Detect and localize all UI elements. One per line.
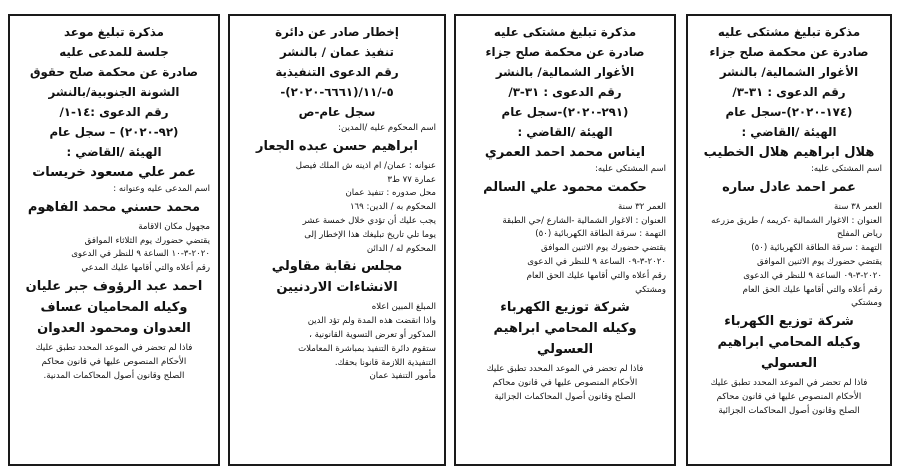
detail-line: المحكوم له / الدائن xyxy=(366,243,436,254)
plaintiff-line: العدوان ومحمود العدوان xyxy=(37,320,191,336)
notice-defendant-hearing xyxy=(8,14,220,466)
notice-footer xyxy=(18,342,210,383)
detail-line: يقتضي حضورك يوم الاثنين الموافق xyxy=(757,256,882,267)
detail-line: محل صدوره : تنفيذ عمان xyxy=(345,188,436,199)
judge-label: الهيئة /القاضي : xyxy=(741,125,837,139)
party-name: عمر احمد عادل ساره xyxy=(722,179,856,195)
notice-execution xyxy=(228,14,446,466)
detail-line: يجب عليك أن تؤدي خلال خمسة عشر xyxy=(302,215,436,226)
party-label: اسم المدعى عليه وعنوانه : xyxy=(113,184,210,194)
case-register: (١٧٤-٢٠٢٠)-سجل عام xyxy=(725,105,853,119)
detail-line: ٢٠٢٠-٣-٠٩ الساعة ٩ للنظر في الدعوى xyxy=(527,256,666,267)
notice-header-line: الأغوار الشمالية/ بالنشر xyxy=(495,65,635,79)
case-register: (٢٩١-٢٠٢٠)-سجل عام xyxy=(501,105,629,119)
plaintiff-line: احمد عبد الرؤوف جبر عليان xyxy=(25,278,203,294)
detail-line: العمر ٣٨ سنة xyxy=(834,201,882,212)
detail-line: ومشتكي xyxy=(851,298,882,309)
detail-line: يوما تلي تاريخ تبليغك هذا الإخطار إلى xyxy=(304,229,436,240)
notice-header-line: رقم الدعوى التنفيذية xyxy=(275,65,399,79)
detail-line: يقتضي حضورك يوم الاثنين الموافق xyxy=(541,243,666,254)
judge-label: الهيئة /القاضي : xyxy=(66,145,162,159)
notice-header-line: مذكرة تبليغ موعد xyxy=(63,25,164,39)
notice-footer xyxy=(696,377,882,418)
case-register: (٩٢-٢٠٢٠) – سجل عام xyxy=(49,125,179,139)
footer-line: الأحكام المنصوص عليها في قانون محاكم xyxy=(716,391,862,402)
case-number: رقم الدعوى :١٤-١/ xyxy=(59,105,169,119)
detail-line: العمر ٣٢ سنة xyxy=(618,201,666,212)
party-name: ابراهيم حسن عبده الجعار xyxy=(255,138,419,154)
detail-line: رقم أعلاه والتي أقامها عليك المدعي xyxy=(81,263,210,274)
notice-header-line: صادرة عن محكمة صلح جزاء xyxy=(485,45,645,59)
notice-body xyxy=(238,301,436,384)
notice-footer xyxy=(464,363,666,404)
notice-header-line: إخطار صادر عن دائرة xyxy=(275,25,399,39)
notice-complainee-summons-2 xyxy=(454,14,676,466)
judge-name: ايناس محمد احمد العمري xyxy=(484,145,646,160)
signature: مأمور التنفيذ عمان xyxy=(369,371,436,382)
detail-line: العنوان : الاغوار الشمالية -كريمه / طريق مزرعه رياض المفلح xyxy=(711,215,882,240)
complainant-line: شركة توزيع الكهرباء xyxy=(500,300,630,316)
case-number: رقم الدعوى : ٣١-٣/ xyxy=(732,85,846,99)
body-line: التنفيذية اللازمة قانونا بحقك. xyxy=(334,357,436,368)
detail-line: ومشتكي xyxy=(635,284,666,295)
party-name: حكمت محمود علي السالم xyxy=(483,179,647,195)
case-register: سجل عام-ص xyxy=(298,105,376,119)
body-line: المذكور أو تعرض التسوية القانونية ، xyxy=(309,329,436,340)
footer-line: الأحكام المنصوص عليها في قانون محاكم xyxy=(492,378,638,389)
detail-line: التهمة : سرقة الطاقة الكهربائية (٥٠) xyxy=(535,229,666,240)
complainant-line: العسولي xyxy=(760,356,818,372)
notice-details xyxy=(696,201,882,311)
body-line: المبلغ المبين اعلاه xyxy=(371,302,436,313)
complainant-line: العسولي xyxy=(536,342,594,358)
case-number: رقم الدعوى : ٣١-٣/ xyxy=(508,85,622,99)
party-label: اسم المشتكى عليه: xyxy=(811,164,882,174)
notice-header-line: الشونة الجنوبية/بالنشر xyxy=(48,85,180,99)
footer-line: الصلح وقانون أصول المحاكمات الجزائية xyxy=(718,405,860,416)
notice-header-line: صادرة عن محكمة صلح حقوق xyxy=(29,65,199,79)
detail-line: التهمة : سرقة الطاقة الكهربائية (٥٠) xyxy=(751,243,882,254)
notice-complainee-summons-1 xyxy=(686,14,892,466)
judge-label: الهيئة /القاضي : xyxy=(517,125,613,139)
party-label: اسم المشتكى عليه: xyxy=(595,164,666,174)
detail-line: المحكوم به / الدين: ١٦٩ xyxy=(349,202,436,213)
notice-header-line: جلسة للمدعى عليه xyxy=(59,45,169,59)
footer-line: فاذا لم تحضر في الموعد المحدد تطبق عليك xyxy=(710,378,868,389)
notice-header-line: الأغوار الشمالية/ بالنشر xyxy=(719,65,859,79)
detail-line: ٢٠٢٠-٣-١٠ الساعة ٩ للنظر في الدعوى xyxy=(71,249,210,260)
judge-name: عمر علي مسعود خريسات xyxy=(32,165,196,180)
detail-line: عنوانه : عمان/ ام اذينه ش الملك فيصل xyxy=(295,160,436,171)
detail-line: مجهول مكان الاقامة xyxy=(138,221,210,232)
detail-line: رقم أعلاه والتي أقامها عليك الحق العام xyxy=(526,270,666,281)
footer-line: فاذا لم تحضر في الموعد المحدد تطبق عليك xyxy=(486,364,644,375)
notice-header-line: مذكرة تبليغ مشتكى عليه xyxy=(493,25,637,39)
detail-line: عمارة ٧٧ ط٣ xyxy=(387,174,436,185)
party-label: اسم المحكوم عليه /المدين: xyxy=(338,123,436,133)
footer-line: الصلح وقانون أصول المحاكمات الجزائية xyxy=(494,391,636,402)
detail-line: رقم أعلاه والتي أقامها عليك الحق العام xyxy=(742,284,882,295)
body-line: واذا انقضت هذه المدة ولم تؤد الدين xyxy=(307,316,436,327)
complainant-line: وكيله المحامي ابراهيم xyxy=(717,335,861,351)
party-name: محمد حسني محمد الفاهوم xyxy=(27,199,201,215)
footer-line: فاذا لم تحضر في الموعد المحدد تطبق عليك xyxy=(35,342,193,353)
detail-line: العنوان : الاغوار الشمالية -الشارع /حي الطبقة xyxy=(502,215,666,226)
body-line: ستقوم دائرة التنفيذ بمباشرة المعاملات xyxy=(298,343,436,354)
notice-details xyxy=(464,201,666,298)
creditor-line: الانشاءات الاردنيين xyxy=(276,280,398,296)
case-number: ٥-/١١/(٦٦٦١-٢٠٢٠)- xyxy=(280,85,394,99)
detail-line: ٢٠٢٠-٣-٠٩ الساعة ٩ للنظر في الدعوى xyxy=(743,270,882,281)
footer-line: الأحكام المنصوص عليها في قانون محاكم xyxy=(41,356,187,367)
complainant-line: وكيله المحامي ابراهيم xyxy=(493,321,637,337)
notice-header-line: تنفيذ عمان / بالنشر xyxy=(280,45,394,59)
complainant-line: شركة توزيع الكهرباء xyxy=(724,314,854,330)
detail-line: يقتضي حضورك يوم الثلاثاء الموافق xyxy=(84,235,210,246)
footer-line: الصلح وقانون أصول المحاكمات المدنية. xyxy=(43,370,185,381)
creditor-line: مجلس نقابة مقاولي xyxy=(271,259,403,275)
notice-details xyxy=(18,221,210,276)
notice-details xyxy=(238,160,436,257)
notice-header-line: مذكرة تبليغ مشتكى عليه xyxy=(717,25,861,39)
plaintiff-line: وكيله المحاميان عساف xyxy=(40,299,188,315)
notice-header-line: صادرة عن محكمة صلح جزاء xyxy=(709,45,869,59)
judge-name: هلال ابراهيم هلال الخطيب xyxy=(703,145,875,160)
